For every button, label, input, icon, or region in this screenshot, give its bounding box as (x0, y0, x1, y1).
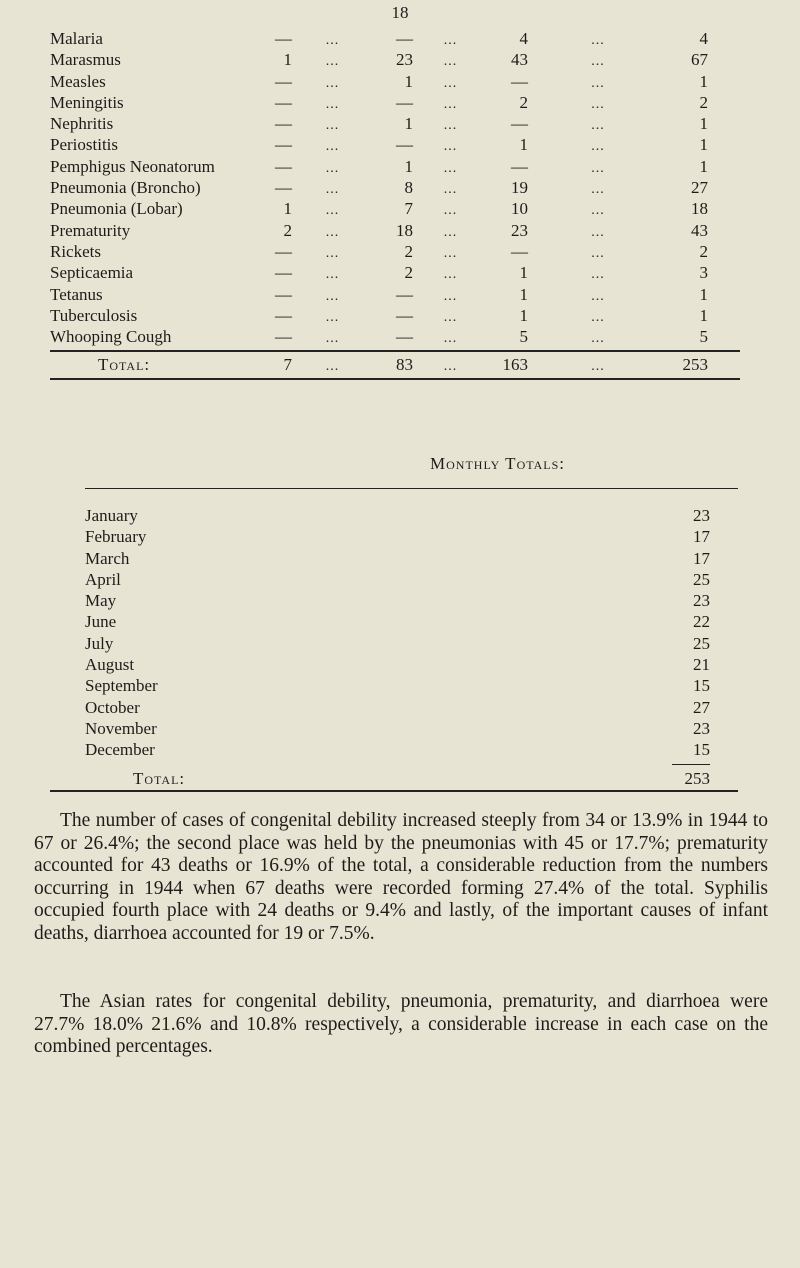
month-value: 17 (693, 527, 710, 547)
cell-value: 1 (699, 71, 708, 91)
cell-value: 2 (519, 92, 528, 112)
dot-leader: ... (325, 118, 340, 134)
cause-name: Pneumonia (Broncho) (50, 178, 201, 198)
dot-leader: ... (443, 96, 458, 112)
cell-value: 2 (699, 241, 708, 261)
month-value: 25 (693, 633, 710, 653)
cell-value: 1 (519, 284, 528, 304)
month-value: 21 (693, 655, 710, 675)
month-row (85, 548, 710, 569)
cell-value: 7 (404, 199, 413, 219)
dot-leader: ... (443, 245, 458, 261)
cell-value: — (275, 114, 292, 134)
cell-value: 7 (283, 354, 292, 374)
dot-leader: ... (325, 309, 340, 325)
table-row (50, 241, 740, 262)
cell-value: 27 (691, 178, 708, 198)
dot-leader: ... (325, 224, 340, 240)
cause-name: Meningitis (50, 92, 124, 112)
cause-name: Periostitis (50, 135, 119, 155)
dot-leader: ... (591, 139, 605, 155)
cell-value: 1 (699, 114, 708, 134)
dot-leader: ... (443, 182, 458, 198)
cell-value: — (511, 156, 528, 176)
cell-value: 19 (511, 178, 528, 198)
table-row (50, 284, 740, 305)
month-value: 23 (693, 718, 710, 738)
cell-value: 1 (404, 71, 413, 91)
cause-name: Pneumonia (Lobar) (50, 199, 183, 219)
table-row (50, 28, 740, 49)
dot-leader: ... (591, 54, 605, 70)
cell-value: — (511, 114, 528, 134)
month-value: 23 (693, 591, 710, 611)
dot-leader: ... (591, 33, 605, 48)
cell-value: 23 (396, 50, 413, 70)
cause-name: Measles (50, 71, 106, 91)
month-name: September (85, 676, 158, 696)
divider (50, 790, 738, 792)
dot-leader: ... (325, 160, 340, 176)
month-value: 22 (693, 612, 710, 632)
cell-value: 3 (699, 263, 708, 283)
cell-value: 4 (699, 29, 708, 48)
table-row (50, 177, 740, 198)
cause-name: Marasmus (50, 50, 121, 70)
month-name: February (85, 527, 147, 547)
table-row (50, 220, 740, 241)
cell-value: 43 (691, 220, 708, 240)
month-row (85, 611, 710, 632)
dot-leader: ... (591, 309, 605, 325)
divider (50, 350, 740, 352)
total-value: 253 (684, 768, 710, 788)
cell-value: 1 (699, 135, 708, 155)
cell-value: — (275, 263, 292, 283)
cell-value: — (396, 305, 413, 325)
dot-leader: ... (443, 54, 458, 70)
cell-value: 1 (699, 156, 708, 176)
cell-value: — (275, 327, 292, 347)
month-name: October (85, 697, 140, 717)
cell-value: 2 (699, 92, 708, 112)
cell-value: 1 (519, 305, 528, 325)
cause-name: Septicaemia (50, 263, 134, 283)
month-name: April (85, 569, 121, 589)
month-name: November (85, 718, 157, 738)
dot-leader: ... (325, 139, 340, 155)
month-row (85, 697, 710, 718)
dot-leader: ... (325, 288, 340, 304)
month-value: 25 (693, 569, 710, 589)
dot-leader: ... (591, 245, 605, 261)
cell-value: — (275, 305, 292, 325)
cause-name: Tetanus (50, 284, 103, 304)
paragraph: The Asian rates for congenital debility, pneumonia, prematurity, and diarrhoea were 27.7% 18.0% 21.6% and 10.8% respectively, a considerable increase in each case on the combined percentages. (34, 991, 768, 1058)
table-row (50, 305, 740, 326)
month-row (85, 739, 710, 760)
month-name: December (85, 740, 155, 760)
divider (50, 378, 740, 380)
month-row (85, 633, 710, 654)
cell-value: 10 (511, 199, 528, 219)
monthly-totals-table (85, 505, 710, 789)
cell-value: 67 (691, 50, 708, 70)
month-value: 15 (693, 740, 710, 760)
cell-value: 1 (283, 199, 292, 219)
table-row (50, 113, 740, 134)
month-value: 23 (693, 506, 710, 525)
cell-value: 5 (699, 327, 708, 347)
dot-leader: ... (591, 288, 605, 304)
dot-leader: ... (591, 331, 605, 347)
cell-value: — (396, 92, 413, 112)
cell-value: 2 (404, 241, 413, 261)
table-row (50, 134, 740, 155)
cause-name: Whooping Cough (50, 327, 172, 347)
dot-leader: ... (443, 358, 458, 374)
cause-name: Pemphigus Neonatorum (50, 156, 215, 176)
cause-name: Prematurity (50, 220, 131, 240)
cell-value: 8 (404, 178, 413, 198)
dot-leader: ... (591, 160, 605, 176)
month-name: May (85, 591, 117, 611)
cell-value: 1 (699, 284, 708, 304)
cell-value: — (396, 327, 413, 347)
dot-leader: ... (325, 331, 340, 347)
cell-value: — (511, 241, 528, 261)
cell-value: 1 (519, 263, 528, 283)
dot-leader: ... (443, 203, 458, 219)
cell-value: 2 (404, 263, 413, 283)
cell-value: — (275, 29, 292, 48)
cause-name: Tuberculosis (50, 305, 138, 325)
causes-table (50, 28, 740, 380)
cell-value: 2 (283, 220, 292, 240)
dot-leader: ... (325, 203, 340, 219)
cell-value: 4 (519, 29, 528, 48)
cell-value: 23 (511, 220, 528, 240)
table-row (50, 156, 740, 177)
dot-leader: ... (443, 288, 458, 304)
month-row (85, 675, 710, 696)
dot-leader: ... (591, 118, 605, 134)
month-row (85, 526, 710, 547)
month-name: January (85, 506, 138, 525)
cause-name: Rickets (50, 241, 101, 261)
table-row (50, 71, 740, 92)
dot-leader: ... (325, 267, 340, 283)
table-row (50, 326, 740, 347)
cell-value: — (396, 29, 413, 48)
dot-leader: ... (443, 139, 458, 155)
cell-value: 18 (396, 220, 413, 240)
dot-leader: ... (443, 331, 458, 347)
cell-value: 18 (691, 199, 708, 219)
cell-value: — (275, 71, 292, 91)
cell-value: — (511, 71, 528, 91)
table-row (50, 92, 740, 113)
table-row (50, 198, 740, 219)
dot-leader: ... (325, 54, 340, 70)
month-name: August (85, 655, 135, 675)
dot-leader: ... (325, 358, 340, 374)
cell-value: 83 (396, 354, 413, 374)
cell-value: 43 (511, 50, 528, 70)
dot-leader: ... (591, 267, 605, 283)
cell-value: 5 (519, 327, 528, 347)
total-label: Total: (133, 768, 186, 788)
cause-name: Malaria (50, 29, 103, 48)
cell-value: — (275, 156, 292, 176)
total-row (50, 354, 740, 375)
cause-name: Nephritis (50, 114, 114, 134)
dot-leader: ... (591, 96, 605, 112)
dot-leader: ... (591, 182, 605, 198)
dot-leader: ... (443, 118, 458, 134)
month-row (85, 718, 710, 739)
month-row (85, 590, 710, 611)
cell-value: — (275, 92, 292, 112)
dot-leader: ... (325, 245, 340, 261)
cell-value: 253 (682, 354, 708, 374)
total-label: Total: (98, 354, 151, 374)
cell-value: — (275, 135, 292, 155)
dot-leader: ... (591, 358, 605, 374)
month-row (85, 654, 710, 675)
dot-leader: ... (443, 267, 458, 283)
cell-value: 1 (404, 114, 413, 134)
dot-leader: ... (325, 182, 340, 198)
dot-leader: ... (325, 33, 340, 48)
dot-leader: ... (443, 33, 458, 48)
cell-value: — (396, 284, 413, 304)
cell-value: — (275, 241, 292, 261)
table-row (50, 49, 740, 70)
month-row (85, 505, 710, 526)
cell-value: 1 (283, 50, 292, 70)
dot-leader: ... (591, 75, 605, 91)
monthly-totals-heading: Monthly Totals: (430, 454, 565, 473)
month-row (85, 569, 710, 590)
cell-value: — (396, 135, 413, 155)
page-number: 18 (391, 3, 409, 22)
month-value: 27 (693, 697, 710, 717)
dot-leader: ... (443, 309, 458, 325)
month-name: June (85, 612, 117, 632)
dot-leader: ... (443, 224, 458, 240)
cell-value: 1 (404, 156, 413, 176)
cell-value: 1 (519, 135, 528, 155)
dot-leader: ... (443, 75, 458, 91)
dot-leader: ... (591, 203, 605, 219)
month-name: March (85, 548, 130, 568)
monthly-total-row (85, 768, 710, 789)
cell-value: 1 (699, 305, 708, 325)
dot-leader: ... (325, 75, 340, 91)
cell-value: 163 (502, 354, 528, 374)
cell-value: — (275, 178, 292, 198)
month-value: 15 (693, 676, 710, 696)
paragraph: The number of cases of congenital debility increased steeply from 34 or 13.9% in 1944 to 67 or 26.4%; the second place was held by the pneumonias with 45 or 17.7%; prematurity accounted for 43 deaths or 16.9% of the total, a considerable reduction from the numbers occurring in 1944 when 67 deaths were recorded forming 27.4% of the total. Syphilis occupied fourth place with 24 deaths or 9.4% and lastly, of the important causes of infant deaths, diarrhoea accounted for 19 or 7.5%. (34, 810, 768, 944)
table-row (50, 262, 740, 283)
month-name: July (85, 633, 114, 653)
cell-value: — (275, 284, 292, 304)
dot-leader: ... (591, 224, 605, 240)
divider (672, 764, 710, 765)
dot-leader: ... (325, 96, 340, 112)
month-value: 17 (693, 548, 710, 568)
divider (85, 488, 738, 489)
dot-leader: ... (443, 160, 458, 176)
